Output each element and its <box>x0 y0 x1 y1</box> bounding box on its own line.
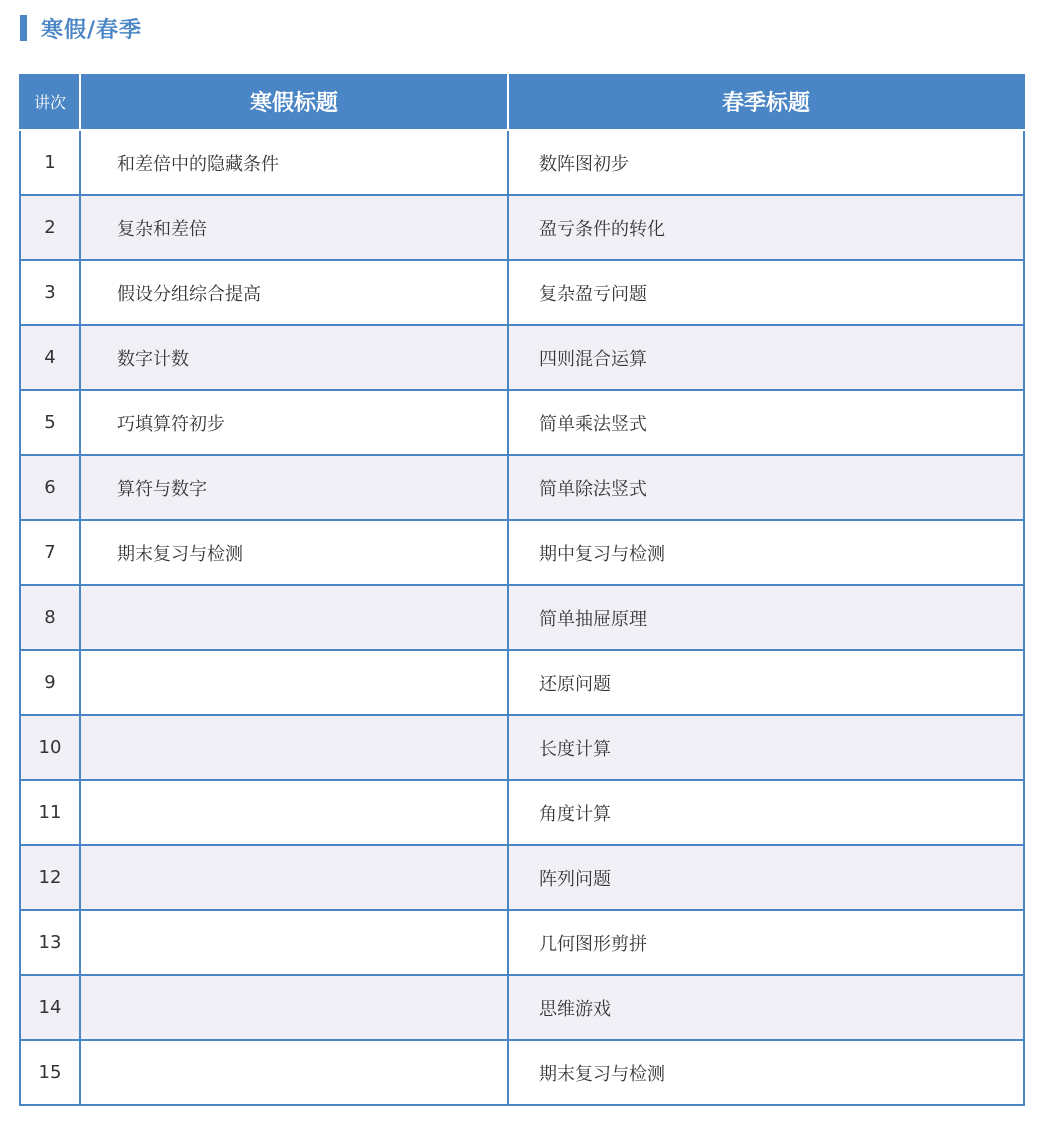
lecture-number: 10 <box>20 715 80 780</box>
spring-title: 简单抽屉原理 <box>508 585 1024 650</box>
lecture-number: 13 <box>20 910 80 975</box>
spring-title: 几何图形剪拼 <box>508 910 1024 975</box>
winter-title: 期末复习与检测 <box>80 520 508 585</box>
spring-title: 角度计算 <box>508 780 1024 845</box>
winter-title <box>80 845 508 910</box>
winter-title <box>80 975 508 1040</box>
spring-title: 还原问题 <box>508 650 1024 715</box>
lecture-number: 12 <box>20 845 80 910</box>
header-lecture: 讲次 <box>20 74 80 130</box>
spring-title: 简单除法竖式 <box>508 455 1024 520</box>
header-spring: 春季标题 <box>508 74 1024 130</box>
winter-title: 假设分组综合提高 <box>80 260 508 325</box>
table-row <box>20 780 1024 845</box>
spring-title: 思维游戏 <box>508 975 1024 1040</box>
schedule-table <box>19 74 1025 1106</box>
spring-title: 期末复习与检测 <box>508 1040 1024 1105</box>
winter-title <box>80 585 508 650</box>
table-row <box>20 130 1024 195</box>
winter-title: 巧填算符初步 <box>80 390 508 455</box>
lecture-number: 3 <box>20 260 80 325</box>
spring-title: 数阵图初步 <box>508 130 1024 195</box>
lecture-number: 14 <box>20 975 80 1040</box>
lecture-number: 1 <box>20 130 80 195</box>
winter-title: 和差倍中的隐藏条件 <box>80 130 508 195</box>
winter-title: 复杂和差倍 <box>80 195 508 260</box>
accent-bar <box>20 15 27 41</box>
lecture-number: 8 <box>20 585 80 650</box>
table-header-row <box>20 74 1024 130</box>
lecture-number: 11 <box>20 780 80 845</box>
winter-title <box>80 1040 508 1105</box>
table-row <box>20 910 1024 975</box>
lecture-number: 9 <box>20 650 80 715</box>
header-winter: 寒假标题 <box>80 74 508 130</box>
lecture-number: 4 <box>20 325 80 390</box>
table-row <box>20 585 1024 650</box>
section-header <box>20 13 142 43</box>
spring-title: 阵列问题 <box>508 845 1024 910</box>
table-row <box>20 455 1024 520</box>
spring-title: 简单乘法竖式 <box>508 390 1024 455</box>
lecture-number: 15 <box>20 1040 80 1105</box>
table-row <box>20 520 1024 585</box>
winter-title <box>80 715 508 780</box>
lecture-number: 6 <box>20 455 80 520</box>
spring-title: 盈亏条件的转化 <box>508 195 1024 260</box>
table-row <box>20 260 1024 325</box>
table-row <box>20 715 1024 780</box>
table-row <box>20 195 1024 260</box>
table-row <box>20 325 1024 390</box>
table-row <box>20 390 1024 455</box>
winter-title <box>80 780 508 845</box>
lecture-number: 5 <box>20 390 80 455</box>
spring-title: 长度计算 <box>508 715 1024 780</box>
table-row <box>20 975 1024 1040</box>
lecture-number: 2 <box>20 195 80 260</box>
winter-title: 算符与数字 <box>80 455 508 520</box>
spring-title: 复杂盈亏问题 <box>508 260 1024 325</box>
table-row <box>20 845 1024 910</box>
table-row <box>20 650 1024 715</box>
winter-title <box>80 650 508 715</box>
table-row <box>20 1040 1024 1105</box>
lecture-number: 7 <box>20 520 80 585</box>
spring-title: 期中复习与检测 <box>508 520 1024 585</box>
section-title: 寒假/春季 <box>41 17 143 43</box>
spring-title: 四则混合运算 <box>508 325 1024 390</box>
winter-title: 数字计数 <box>80 325 508 390</box>
winter-title <box>80 910 508 975</box>
